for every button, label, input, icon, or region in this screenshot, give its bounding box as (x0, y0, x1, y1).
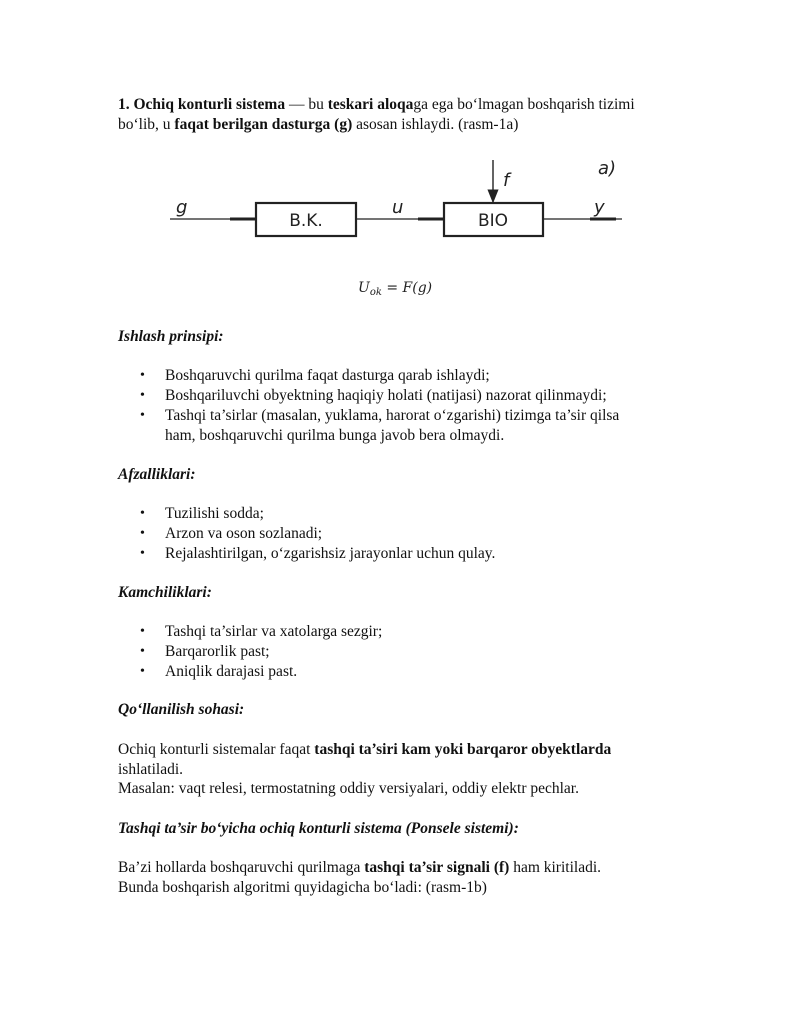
application-paragraph (118, 740, 678, 780)
drawbacks-heading: Kamchiliklari: (118, 584, 212, 601)
object-block-label: BIO (477, 211, 509, 231)
disturbance-label: f (503, 170, 510, 191)
list-item: • Tuzilishi sodda; (118, 504, 678, 524)
output-label: y (594, 197, 605, 218)
list-item: • Aniqlik darajasi past. (118, 662, 678, 682)
ponselet-heading: Tashqi ta’sir bo‘yicha ochiq konturli sistema (Ponsele sistemi): (118, 820, 519, 837)
application-heading: Qo‘llanilish sohasi: (118, 701, 245, 718)
formula-lhs: U (358, 280, 370, 296)
ponselet-text-2: ham kiritiladi. (509, 859, 602, 876)
advantages-heading: Afzalliklari: (118, 466, 196, 483)
application-example: Masalan: vaqt relesi, termostatning oddiy versiyalari, oddiy elektr pechlar. (118, 780, 579, 797)
term-open-loop: Ochiq konturli sistema (133, 96, 286, 113)
list-item: • Barqarorlik past; (118, 642, 678, 662)
ponselet-algorithm: Bunda boshqarish algoritmi quyidagicha bo‘ladi: (rasm-1b) (118, 879, 487, 896)
term-program: faqat berilgan dasturga (g) (174, 116, 353, 133)
formula-subscript: ok (369, 287, 382, 298)
list-item: • Arzon va oson sozlanadi; (118, 524, 678, 544)
intro-paragraph (118, 95, 678, 135)
intro-text-1: — bu (285, 96, 328, 113)
intro-text-2: ga ega bo‘lmagan boshqarish tizimi bo‘lib, u (118, 96, 635, 133)
drawbacks-list (118, 622, 678, 682)
application-bold: tashqi ta’siri kam yoki barqaror obyektlarda (314, 741, 612, 758)
principle-heading: Ishlash prinsipi: (118, 328, 224, 345)
application-text-2: ishlatiladi. (118, 761, 184, 778)
formula (358, 280, 432, 298)
list-item: • Rejalashtirilgan, o‘zgarishsiz jarayonlar uchun qulay. (118, 544, 678, 564)
application-text-1: Ochiq konturli sistemalar faqat (118, 741, 315, 758)
figure-tag: a) (598, 158, 617, 179)
block-diagram (170, 158, 630, 308)
advantages-list (118, 504, 678, 564)
ponselet-bold: tashqi ta’sir signali (f) (364, 859, 510, 876)
term-feedback: teskari aloqa (327, 96, 414, 113)
ponselet-text-1: Ba’zi hollarda boshqaruvchi qurilmaga (118, 859, 365, 876)
list-item: • Tashqi ta’sirlar (masalan, yuklama, harorat o‘zgarishi) tizimga ta’sir qilsa ham, boshqaruvchi qurilma bunga javob bera olmaydi. (118, 406, 645, 446)
ponselet-paragraph (118, 858, 718, 878)
list-item: • Tashqi ta’sirlar va xatolarga sezgir; (118, 622, 678, 642)
input-label: g (176, 197, 188, 218)
control-signal-label: u (392, 197, 404, 218)
intro-text-3: asosan ishlaydi. (rasm-1a) (352, 116, 519, 133)
formula-rhs: = F(g) (381, 280, 433, 296)
section-number: 1. (118, 96, 134, 113)
list-item: • Boshqariluvchi obyektning haqiqiy holati (natijasi) nazorat qilinmaydi; (118, 386, 678, 406)
block-diagram-svg (170, 158, 630, 308)
list-item: • Boshqaruvchi qurilma faqat dasturga qarab ishlaydi; (118, 366, 678, 386)
controller-block-label: B.K. (289, 211, 323, 231)
principle-list (118, 366, 678, 446)
